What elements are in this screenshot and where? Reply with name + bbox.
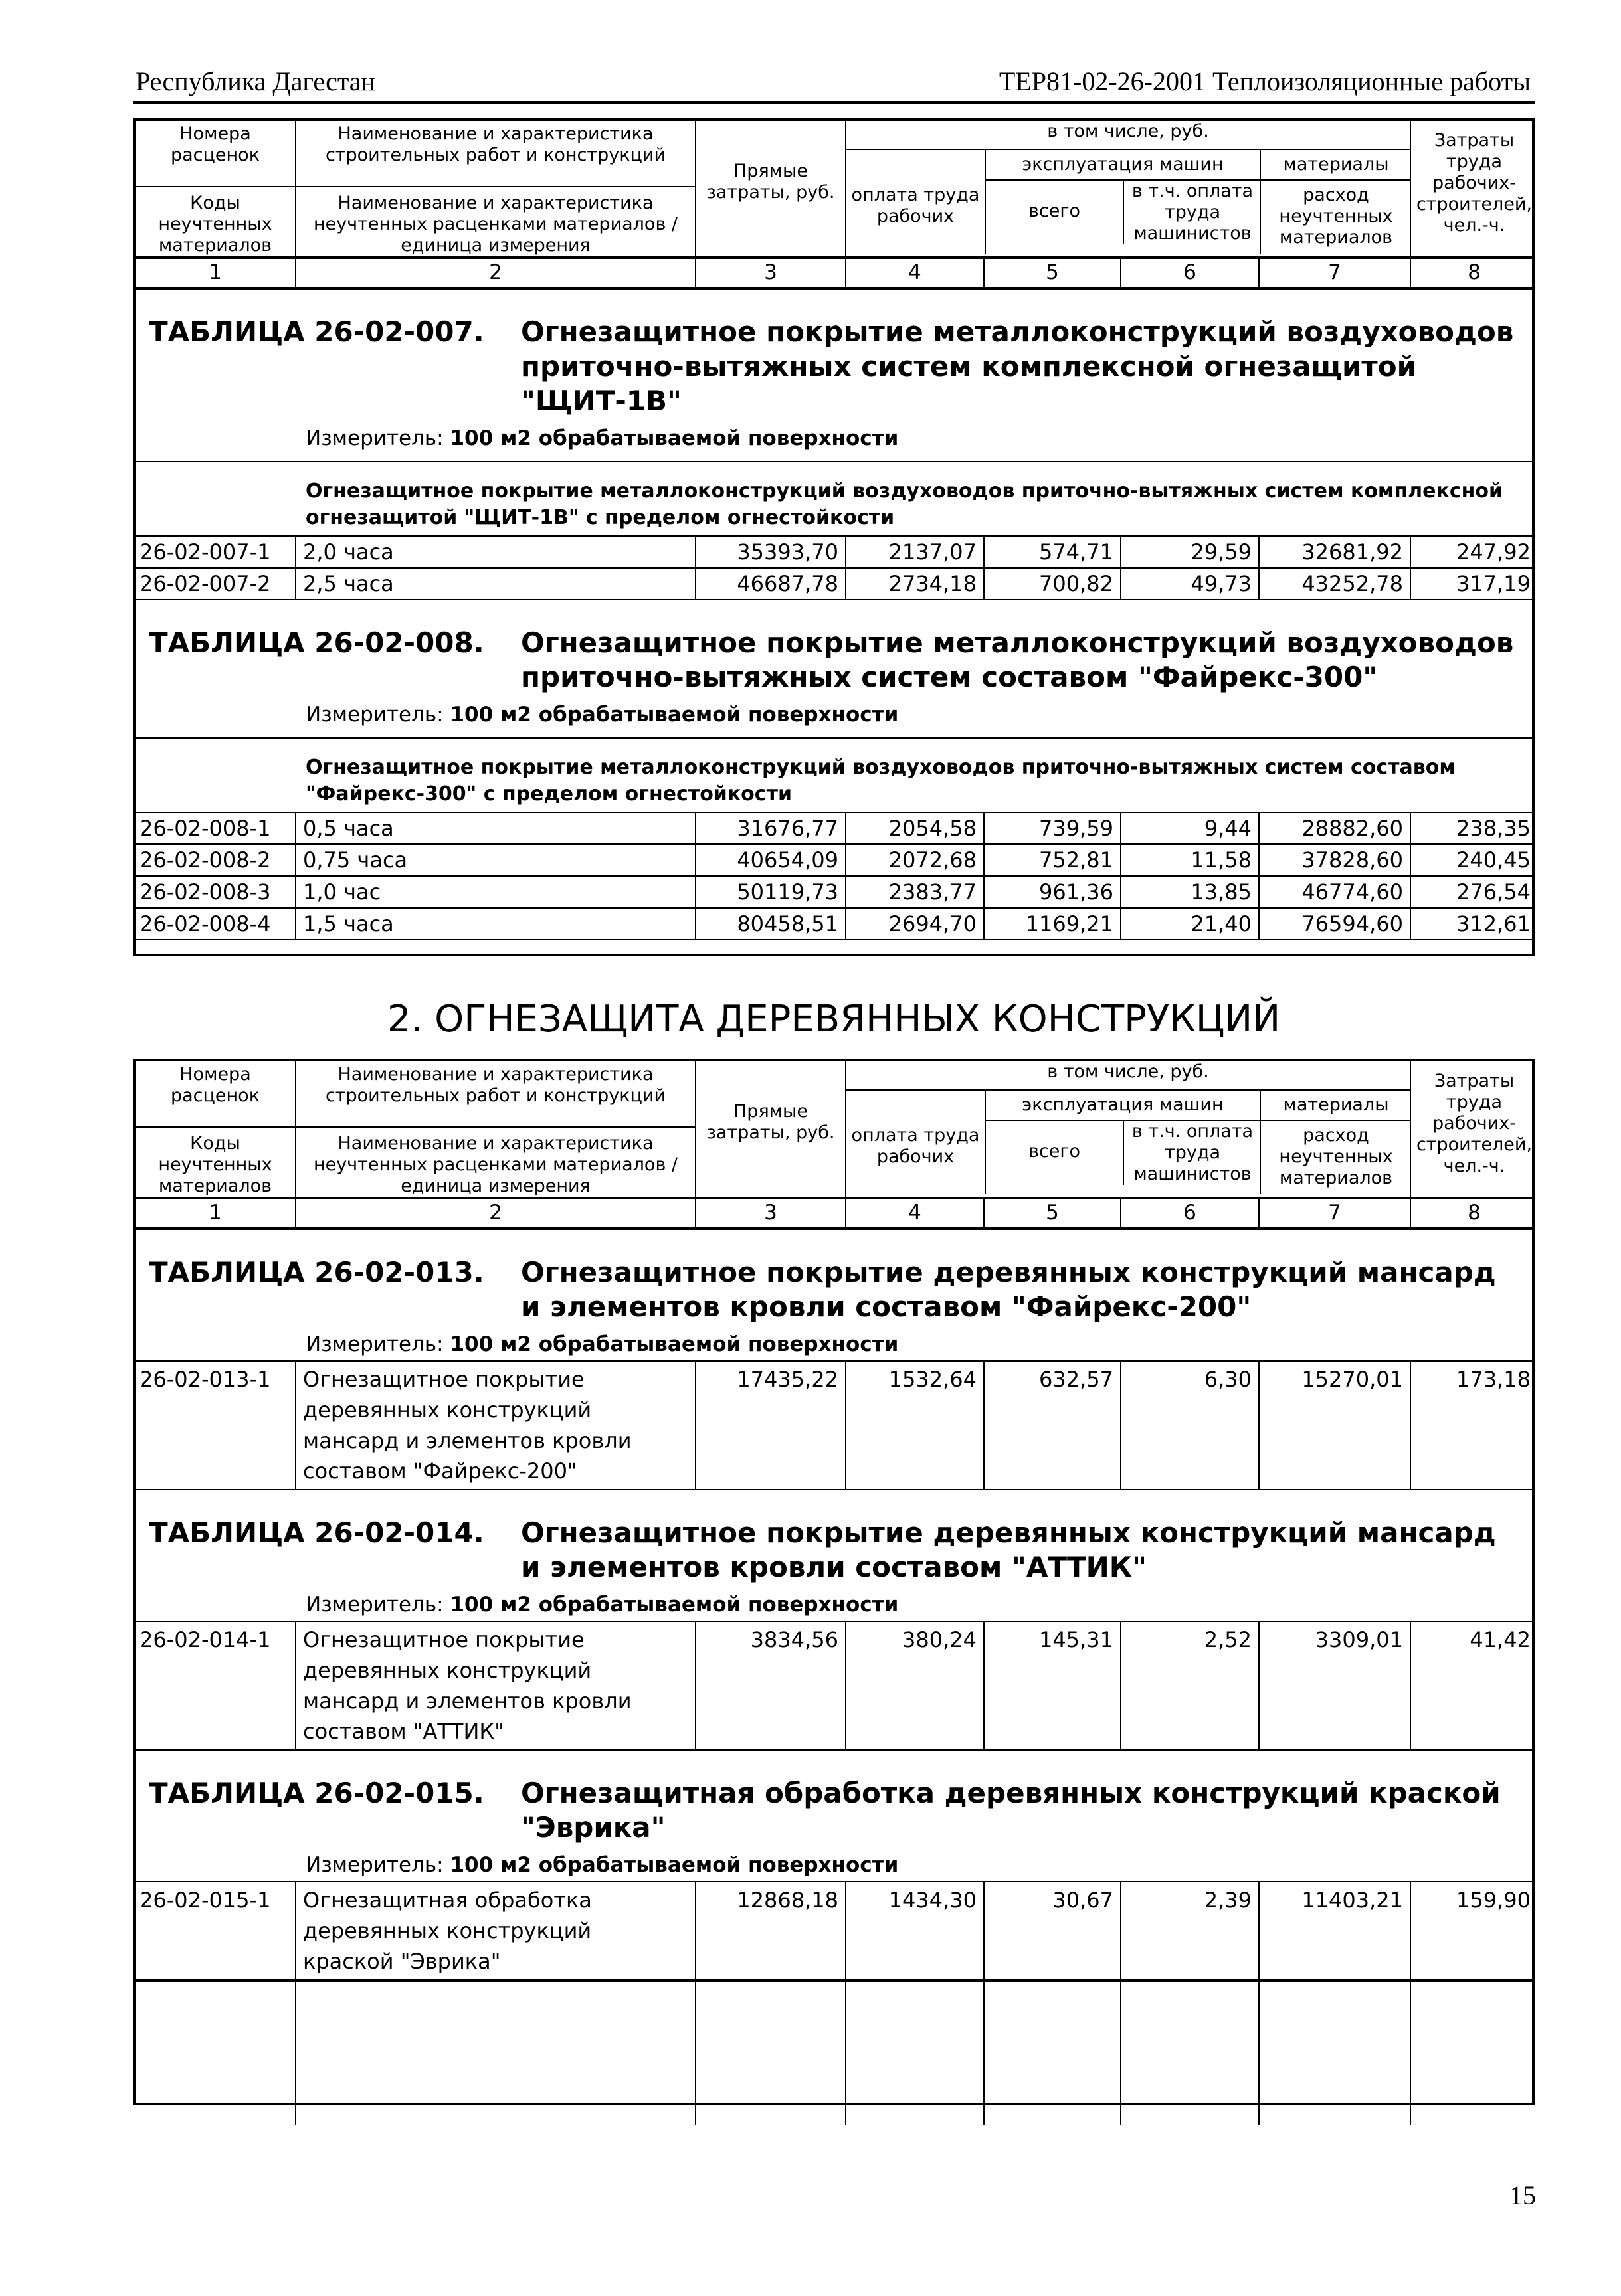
labor-pay: 2694,70 bbox=[845, 909, 983, 939]
table-row bbox=[136, 567, 1532, 600]
materials: 46774,60 bbox=[1258, 877, 1410, 907]
labor-hours: 312,61 bbox=[1410, 909, 1537, 939]
rate-rows bbox=[136, 1881, 1532, 1981]
machines-total: 1169,21 bbox=[983, 909, 1120, 939]
machinists-pay: 11,58 bbox=[1120, 845, 1258, 875]
meter-value: 100 м2 обрабатываемой поверхности bbox=[450, 703, 899, 727]
col-3-header: Прямые затраты, руб. bbox=[695, 121, 845, 256]
col-number: 4 bbox=[845, 259, 983, 287]
rate-group-heading: Огнезащитное покрытие металлоконструкций воздуховодов приточно-вытяжных систем комплексной огнезащитой "ЩИТ-1В" с пределом огнестойкости bbox=[306, 480, 1503, 529]
table-row bbox=[136, 1621, 1532, 1751]
col-2-top: Наименование и характеристика строительных работ и конструкций bbox=[296, 1061, 695, 1128]
labor-pay: 2137,07 bbox=[845, 537, 983, 567]
col-1-bottom: Коды неучтенных материалов bbox=[158, 1133, 272, 1196]
table-number: ТАБЛИЦА 26-02-014. bbox=[149, 1516, 484, 1549]
col-number: 1 bbox=[209, 1201, 222, 1225]
col-2-bottom: Наименование и характеристика неучтенных расценками материалов / единица измерения bbox=[313, 1133, 678, 1196]
rate-rows bbox=[136, 535, 1532, 600]
labor-hours: 173,18 bbox=[1410, 1362, 1537, 1489]
table-row bbox=[136, 1881, 1532, 1981]
table-meter bbox=[136, 695, 1532, 728]
col-number: 5 bbox=[983, 259, 1120, 287]
rate-code: 26-02-007-1 bbox=[140, 539, 271, 565]
machines-label: эксплуатация машин bbox=[986, 150, 1260, 181]
materials: 43252,78 bbox=[1258, 569, 1410, 599]
machinists-pay: 21,40 bbox=[1120, 909, 1258, 939]
col-1-header bbox=[136, 1061, 295, 1197]
cost-breakdown-header bbox=[845, 121, 1410, 256]
col-1-top: Номера расценок bbox=[136, 1061, 295, 1128]
table-row bbox=[136, 535, 1532, 567]
col-number: 2 bbox=[295, 1199, 695, 1227]
breakdown-group-label: в том числе, руб. bbox=[846, 121, 1410, 150]
rate-name: 1,5 часа bbox=[295, 909, 695, 939]
section-2-frame bbox=[133, 1059, 1535, 2105]
table-row bbox=[136, 843, 1532, 875]
col-number: 5 bbox=[983, 1199, 1120, 1227]
col-number: 8 bbox=[1410, 259, 1537, 287]
meter-label: Измеритель: bbox=[306, 1332, 444, 1356]
meter-label: Измеритель: bbox=[306, 703, 444, 727]
col-4-header: оплата труда рабочих bbox=[851, 1125, 980, 1167]
col-7-header: расход неучтенных материалов bbox=[1279, 1125, 1393, 1188]
rate-rows bbox=[136, 1360, 1532, 1490]
rate-name: 2,5 часа bbox=[295, 569, 695, 599]
table-title bbox=[136, 1230, 1532, 1324]
labor-pay: 2072,68 bbox=[845, 845, 983, 875]
col-8-header: Затраты труда рабочих-строителей, чел.-ч. bbox=[1410, 1061, 1537, 1197]
section-1-frame bbox=[133, 118, 1535, 956]
rate-name: Огнезащитное покрытие деревянных конструкций мансард и элементов кровли составом "Файрекс-200" bbox=[295, 1362, 695, 1489]
col-2-header bbox=[295, 1061, 695, 1197]
labor-pay: 2054,58 bbox=[845, 813, 983, 843]
running-header bbox=[133, 61, 1535, 104]
rate-name: 0,5 часа bbox=[295, 813, 695, 843]
rate-rows bbox=[136, 812, 1532, 940]
col-6-header: в т.ч. оплата труда машинистов bbox=[1123, 181, 1261, 244]
machines-total: 752,81 bbox=[983, 845, 1120, 875]
column-numbers bbox=[136, 259, 1532, 290]
table-meter bbox=[136, 1324, 1532, 1358]
col-number: 3 bbox=[695, 259, 845, 287]
table-row bbox=[136, 812, 1532, 843]
col-5-header: всего bbox=[1028, 201, 1081, 221]
table-26-02-014 bbox=[136, 1490, 1532, 1751]
machines-total: 574,71 bbox=[983, 537, 1120, 567]
direct-costs: 40654,09 bbox=[695, 845, 845, 875]
breakdown-group-label: в том числе, руб. bbox=[846, 1061, 1410, 1091]
table-26-02-007 bbox=[136, 290, 1532, 600]
labor-pay: 1434,30 bbox=[845, 1882, 983, 1979]
table-title bbox=[136, 1751, 1532, 1845]
materials: 37828,60 bbox=[1258, 845, 1410, 875]
table-26-02-015 bbox=[136, 1751, 1532, 2125]
column-header bbox=[136, 1061, 1532, 1199]
col-number: 2 bbox=[295, 259, 695, 287]
labor-hours: 317,19 bbox=[1410, 569, 1537, 599]
labor-pay: 1532,64 bbox=[845, 1362, 983, 1489]
col-number: 6 bbox=[1120, 259, 1258, 287]
table-26-02-008 bbox=[136, 600, 1532, 940]
machines-total: 30,67 bbox=[983, 1882, 1120, 1979]
col-6-header: в т.ч. оплата труда машинистов bbox=[1123, 1121, 1261, 1185]
col-3-header: Прямые затраты, руб. bbox=[695, 1061, 845, 1197]
meter-label: Измеритель: bbox=[306, 426, 444, 450]
machines-header bbox=[985, 1091, 1260, 1194]
rate-code: 26-02-008-1 bbox=[140, 816, 271, 841]
meter-label: Измеритель: bbox=[306, 1593, 444, 1617]
table-meter bbox=[136, 1845, 1532, 1878]
direct-costs: 46687,78 bbox=[695, 569, 845, 599]
rate-name: Огнезащитное покрытие деревянных конструкций мансард и элементов кровли составом "АТТИК" bbox=[295, 1622, 695, 1749]
direct-costs: 50119,73 bbox=[695, 877, 845, 907]
rate-group-heading: Огнезащитное покрытие металлоконструкций воздуховодов приточно-вытяжных систем составом "Файрекс-300" с пределом огнестойкости bbox=[306, 756, 1456, 806]
col-8-header: Затраты труда рабочих-строителей, чел.-ч. bbox=[1410, 121, 1537, 256]
machinists-pay: 49,73 bbox=[1120, 569, 1258, 599]
meter-value: 100 м2 обрабатываемой поверхности bbox=[450, 1332, 899, 1356]
rate-code: 26-02-008-3 bbox=[140, 879, 271, 905]
rate-name: 1,0 час bbox=[295, 877, 695, 907]
materials-header bbox=[1260, 1091, 1411, 1194]
rate-rows bbox=[136, 1621, 1532, 1751]
col-1-bottom: Коды неучтенных материалов bbox=[158, 193, 272, 256]
table-26-02-013 bbox=[136, 1230, 1532, 1490]
col-1-header bbox=[136, 121, 295, 256]
machines-total: 145,31 bbox=[983, 1622, 1120, 1749]
labor-hours: 276,54 bbox=[1410, 877, 1537, 907]
machines-header bbox=[985, 150, 1260, 254]
direct-costs: 12868,18 bbox=[695, 1882, 845, 1979]
machinists-pay: 9,44 bbox=[1120, 813, 1258, 843]
meter-value: 100 м2 обрабатываемой поверхности bbox=[450, 426, 899, 450]
machinists-pay: 29,59 bbox=[1120, 537, 1258, 567]
table-number: ТАБЛИЦА 26-02-007. bbox=[149, 315, 484, 348]
rate-name: Огнезащитная обработка деревянных конструкций краской "Эврика" bbox=[295, 1882, 695, 1979]
materials: 3309,01 bbox=[1258, 1622, 1410, 1749]
machines-total: 632,57 bbox=[983, 1362, 1120, 1489]
machines-total: 961,36 bbox=[983, 877, 1120, 907]
direct-costs: 3834,56 bbox=[695, 1622, 845, 1749]
materials-label: материалы bbox=[1261, 150, 1411, 181]
rate-code: 26-02-008-4 bbox=[140, 911, 271, 936]
col-number: 4 bbox=[845, 1199, 983, 1227]
direct-costs: 31676,77 bbox=[695, 813, 845, 843]
materials: 28882,60 bbox=[1258, 813, 1410, 843]
machinists-pay: 2,39 bbox=[1120, 1882, 1258, 1979]
meter-value: 100 м2 обрабатываемой поверхности bbox=[450, 1593, 899, 1617]
col-1-top: Номера расценок bbox=[136, 121, 295, 187]
labor-hours: 247,92 bbox=[1410, 537, 1537, 567]
col-7-header: расход неучтенных материалов bbox=[1279, 185, 1393, 248]
table-title bbox=[136, 1490, 1532, 1585]
direct-costs: 35393,70 bbox=[695, 537, 845, 567]
table-meter bbox=[136, 1585, 1532, 1618]
empty-table-row bbox=[136, 1981, 1532, 2125]
rate-code: 26-02-015-1 bbox=[140, 1888, 271, 1913]
col-4-header: оплата труда рабочих bbox=[851, 185, 980, 226]
col-2-header bbox=[295, 121, 695, 256]
col-5-header: всего bbox=[1028, 1141, 1081, 1162]
machinists-pay: 2,52 bbox=[1120, 1622, 1258, 1749]
labor-pay: 2383,77 bbox=[845, 877, 983, 907]
rate-code: 26-02-008-2 bbox=[140, 847, 271, 873]
cost-breakdown-header bbox=[845, 1061, 1410, 1197]
machinists-pay: 6,30 bbox=[1120, 1362, 1258, 1489]
rate-code: 26-02-014-1 bbox=[140, 1627, 271, 1652]
table-title bbox=[136, 600, 1532, 695]
table-number: ТАБЛИЦА 26-02-013. bbox=[149, 1256, 484, 1288]
col-number: 8 bbox=[1410, 1199, 1537, 1227]
materials: 11403,21 bbox=[1258, 1882, 1410, 1979]
meter-value: 100 м2 обрабатываемой поверхности bbox=[450, 1853, 899, 1877]
materials: 32681,92 bbox=[1258, 537, 1410, 567]
materials: 15270,01 bbox=[1258, 1362, 1410, 1489]
table-description: Огнезащитное покрытие металлоконструкций воздуховодов приточно-вытяжных систем составом "Файрекс-300" bbox=[521, 626, 1514, 693]
labor-hours: 159,90 bbox=[1410, 1882, 1537, 1979]
table-description: Огнезащитная обработка деревянных конструкций краской "Эврика" bbox=[521, 1777, 1501, 1844]
col-number: 7 bbox=[1258, 1199, 1410, 1227]
col-number: 3 bbox=[695, 1199, 845, 1227]
table-description: Огнезащитное покрытие деревянных конструкций мансард и элементов кровли составом "АТТИК" bbox=[521, 1516, 1496, 1583]
labor-pay: 2734,18 bbox=[845, 569, 983, 599]
rate-name: 2,0 часа bbox=[295, 537, 695, 567]
header-region: Республика Дагестан bbox=[136, 66, 375, 96]
machinists-pay: 13,85 bbox=[1120, 877, 1258, 907]
materials: 76594,60 bbox=[1258, 909, 1410, 939]
materials-label: материалы bbox=[1261, 1091, 1411, 1121]
table-row bbox=[136, 1360, 1532, 1490]
col-number: 1 bbox=[209, 260, 222, 284]
labor-hours: 41,42 bbox=[1410, 1622, 1537, 1749]
table-description: Огнезащитное покрытие деревянных конструкций мансард и элементов кровли составом "Файрекс-200" bbox=[521, 1256, 1496, 1323]
labor-hours: 240,45 bbox=[1410, 845, 1537, 875]
column-numbers bbox=[136, 1199, 1532, 1230]
machines-total: 739,59 bbox=[983, 813, 1120, 843]
col-number: 6 bbox=[1120, 1199, 1258, 1227]
table-title bbox=[136, 290, 1532, 418]
table-row bbox=[136, 907, 1532, 940]
direct-costs: 80458,51 bbox=[695, 909, 845, 939]
labor-hours: 238,35 bbox=[1410, 813, 1537, 843]
rate-code: 26-02-013-1 bbox=[140, 1367, 271, 1392]
labor-pay: 380,24 bbox=[845, 1622, 983, 1749]
col-number: 7 bbox=[1258, 259, 1410, 287]
direct-costs: 17435,22 bbox=[695, 1362, 845, 1489]
meter-label: Измеритель: bbox=[306, 1853, 444, 1877]
materials-header bbox=[1260, 150, 1411, 254]
machines-label: эксплуатация машин bbox=[986, 1091, 1260, 1121]
table-meter bbox=[136, 418, 1532, 452]
page-number: 15 bbox=[1509, 2180, 1536, 2210]
rate-name: 0,75 часа bbox=[295, 845, 695, 875]
table-description: Огнезащитное покрытие металлоконструкций воздуховодов приточно-вытяжных систем комплексной огнезащитой "ЩИТ-1В" bbox=[521, 315, 1514, 417]
col-2-top: Наименование и характеристика строительных работ и конструкций bbox=[296, 121, 695, 187]
header-document-code: ТЕР81-02-26-2001 Теплоизоляционные работы bbox=[999, 66, 1531, 96]
section-2-title: 2. ОГНЕЗАЩИТА ДЕРЕВЯННЫХ КОНСТРУКЦИЙ bbox=[387, 998, 1281, 1041]
column-header bbox=[136, 121, 1532, 259]
machines-total: 700,82 bbox=[983, 569, 1120, 599]
table-number: ТАБЛИЦА 26-02-015. bbox=[149, 1777, 484, 1809]
table-row bbox=[136, 875, 1532, 907]
col-2-bottom: Наименование и характеристика неучтенных расценками материалов / единица измерения bbox=[313, 193, 678, 256]
table-number: ТАБЛИЦА 26-02-008. bbox=[149, 626, 484, 659]
rate-code: 26-02-007-2 bbox=[140, 571, 271, 596]
